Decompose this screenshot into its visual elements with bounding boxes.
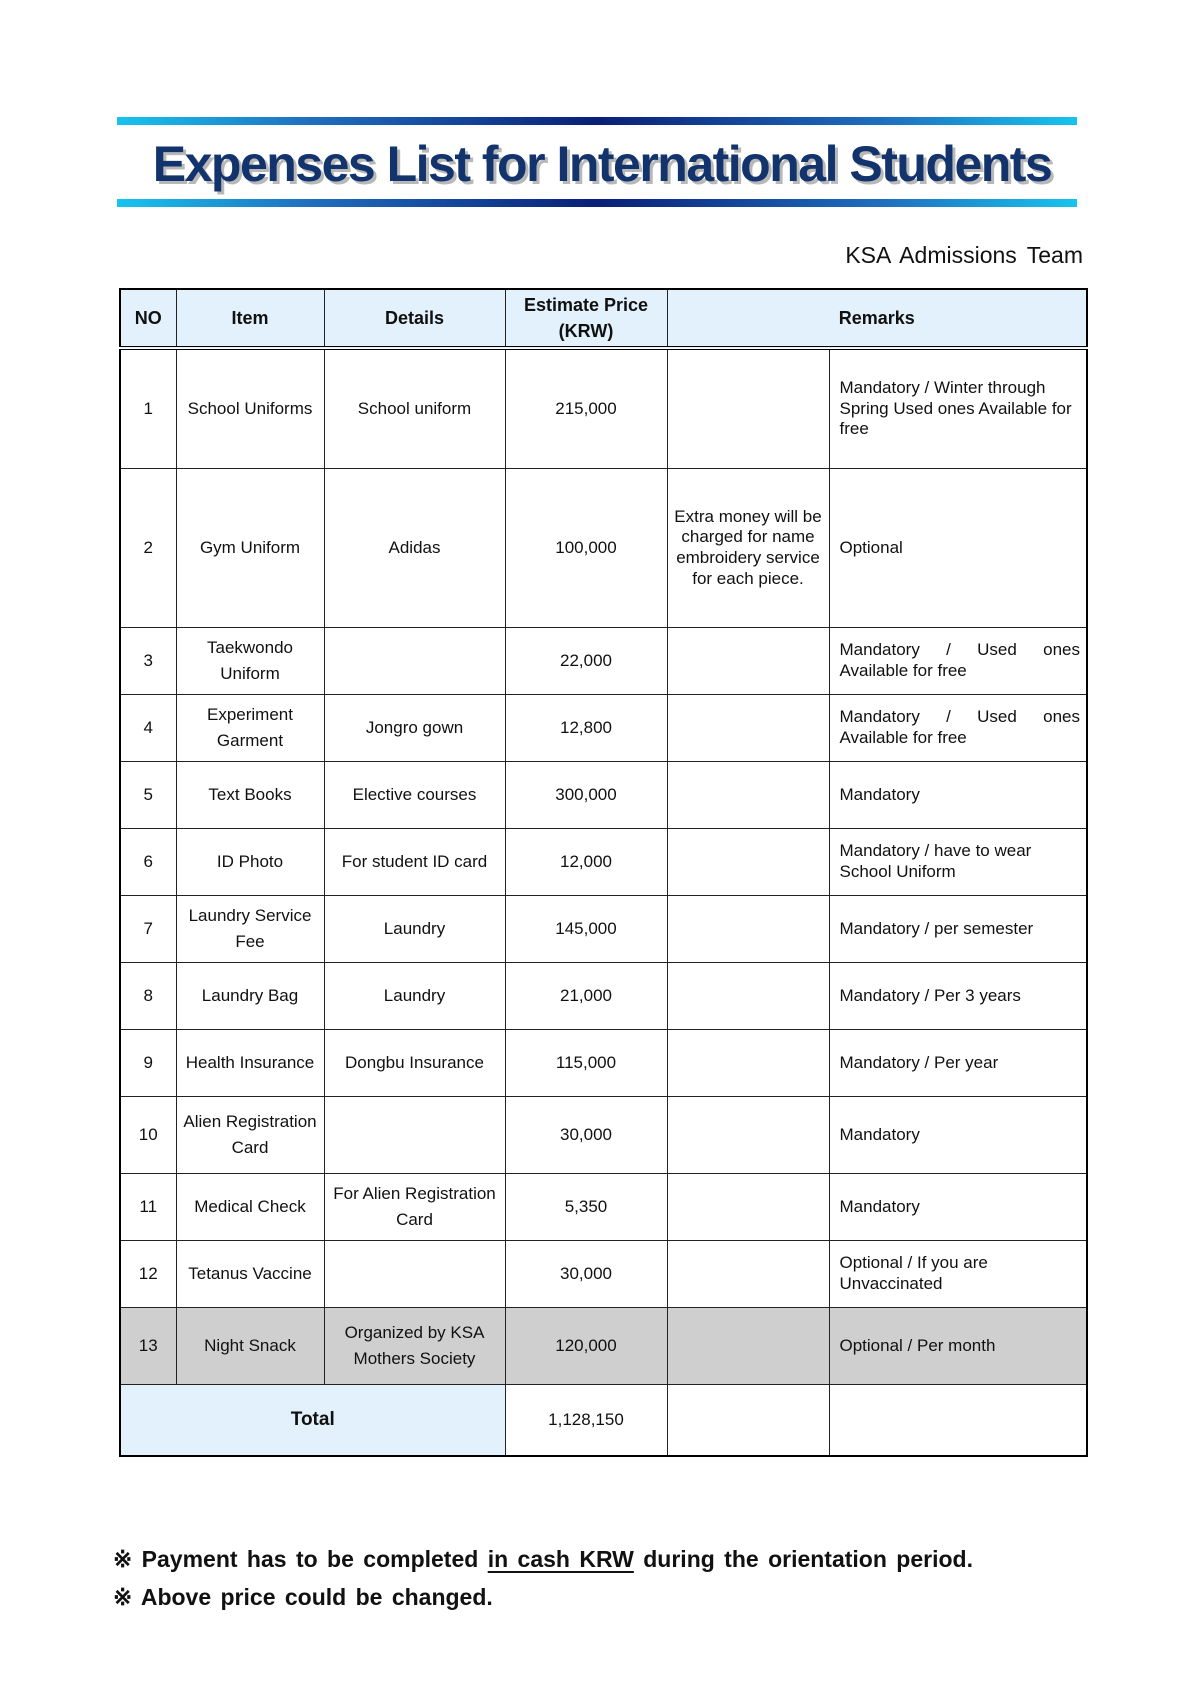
row-extra-note: [667, 1308, 829, 1385]
row-extra-note: [667, 1241, 829, 1308]
banner-top-stripe: [117, 117, 1077, 125]
row-remarks: Mandatory / Used ones Available for free: [829, 628, 1087, 695]
row-price: 5,350: [505, 1174, 667, 1241]
row-item: Night Snack: [176, 1308, 324, 1385]
row-details: [324, 1241, 505, 1308]
table-row: [120, 1174, 1087, 1241]
row-number: 2: [120, 469, 176, 628]
row-details: Dongbu Insurance: [324, 1030, 505, 1097]
row-number: 11: [120, 1174, 176, 1241]
row-price: 120,000: [505, 1308, 667, 1385]
footnote-payment-emphasis: in cash KRW: [487, 1546, 634, 1572]
row-price: 30,000: [505, 1097, 667, 1174]
footnotes: [113, 1540, 973, 1616]
table-row: [120, 762, 1087, 829]
row-details: For Alien Registration Card: [324, 1174, 505, 1241]
row-price: 30,000: [505, 1241, 667, 1308]
row-item: Laundry Service Fee: [176, 896, 324, 963]
row-details: Laundry: [324, 896, 505, 963]
row-remarks: Mandatory / have to wear School Uniform: [829, 829, 1087, 896]
row-number: 10: [120, 1097, 176, 1174]
row-extra-note: [667, 695, 829, 762]
total-row: [120, 1385, 1087, 1457]
row-item: Gym Uniform: [176, 469, 324, 628]
row-extra-note: Extra money will be charged for name embroidery service for each piece.: [667, 469, 829, 628]
issuing-team: KSA Admissions Team: [845, 242, 1083, 268]
row-remarks: Mandatory / Used ones Available for free: [829, 695, 1087, 762]
row-details: Adidas: [324, 469, 505, 628]
footnote-payment-text-2: during the orientation period.: [643, 1546, 973, 1572]
row-price: 115,000: [505, 1030, 667, 1097]
row-number: 8: [120, 963, 176, 1030]
row-extra-note: [667, 348, 829, 469]
row-remarks: Optional: [829, 469, 1087, 628]
reference-mark-icon: ※: [113, 1584, 133, 1610]
row-number: 3: [120, 628, 176, 695]
page-title: Expenses List for International Students: [152, 136, 1052, 192]
row-price: 22,000: [505, 628, 667, 695]
row-price: 12,800: [505, 695, 667, 762]
table-row: [120, 628, 1087, 695]
row-extra-note: [667, 1174, 829, 1241]
table-row: [120, 348, 1087, 469]
row-extra-note: [667, 762, 829, 829]
row-details: Jongro gown: [324, 695, 505, 762]
row-details: [324, 628, 505, 695]
row-item: Health Insurance: [176, 1030, 324, 1097]
row-details: [324, 1097, 505, 1174]
row-item: Medical Check: [176, 1174, 324, 1241]
total-value: 1,128,150: [505, 1385, 667, 1457]
row-item: ID Photo: [176, 829, 324, 896]
row-item: Tetanus Vaccine: [176, 1241, 324, 1308]
table-row: [120, 469, 1087, 628]
column-header-price: Estimate Price (KRW): [505, 289, 667, 348]
total-label: Total: [120, 1385, 505, 1457]
row-details: School uniform: [324, 348, 505, 469]
row-item: Experiment Garment: [176, 695, 324, 762]
row-extra-note: [667, 963, 829, 1030]
row-remarks: Mandatory: [829, 1097, 1087, 1174]
column-header-item: Item: [176, 289, 324, 348]
row-details: Organized by KSA Mothers Society: [324, 1308, 505, 1385]
row-remarks: Mandatory / per semester: [829, 896, 1087, 963]
footnote-payment-text-1: Payment has to be completed: [141, 1546, 479, 1572]
footnote-price-change: [113, 1578, 973, 1616]
total-extra-cell: [667, 1385, 829, 1457]
total-remarks-cell: [829, 1385, 1087, 1457]
row-price: 145,000: [505, 896, 667, 963]
expenses-table: [119, 288, 1088, 1457]
row-remarks: Mandatory / Winter through Spring Used ones Available for free: [829, 348, 1087, 469]
table-row: [120, 896, 1087, 963]
row-price: 100,000: [505, 469, 667, 628]
column-header-details: Details: [324, 289, 505, 348]
row-remarks: Optional / Per month: [829, 1308, 1087, 1385]
row-number: 1: [120, 348, 176, 469]
row-extra-note: [667, 628, 829, 695]
row-number: 5: [120, 762, 176, 829]
row-details: Laundry: [324, 963, 505, 1030]
banner-bottom-stripe: [117, 199, 1077, 207]
table-body: [120, 348, 1087, 1385]
column-header-no: NO: [120, 289, 176, 348]
row-number: 7: [120, 896, 176, 963]
column-header-remarks: Remarks: [667, 289, 1087, 348]
row-details: For student ID card: [324, 829, 505, 896]
table-row: [120, 1241, 1087, 1308]
table-row: [120, 963, 1087, 1030]
table-header-row: [120, 289, 1087, 348]
row-number: 4: [120, 695, 176, 762]
row-number: 13: [120, 1308, 176, 1385]
table-row: [120, 1030, 1087, 1097]
row-extra-note: [667, 829, 829, 896]
row-extra-note: [667, 1030, 829, 1097]
row-item: Text Books: [176, 762, 324, 829]
row-extra-note: [667, 1097, 829, 1174]
row-price: 300,000: [505, 762, 667, 829]
row-remarks: Mandatory / Per year: [829, 1030, 1087, 1097]
row-remarks: Optional / If you are Unvaccinated: [829, 1241, 1087, 1308]
title-banner: [117, 117, 1077, 209]
row-number: 12: [120, 1241, 176, 1308]
footnote-price-change-text: Above price could be changed.: [140, 1584, 493, 1610]
row-remarks: Mandatory: [829, 1174, 1087, 1241]
row-price: 215,000: [505, 348, 667, 469]
table-row: [120, 829, 1087, 896]
row-number: 9: [120, 1030, 176, 1097]
row-extra-note: [667, 896, 829, 963]
row-remarks: Mandatory / Per 3 years: [829, 963, 1087, 1030]
row-details: Elective courses: [324, 762, 505, 829]
row-item: Laundry Bag: [176, 963, 324, 1030]
row-remarks: Mandatory: [829, 762, 1087, 829]
footnote-payment: [113, 1540, 973, 1578]
row-number: 6: [120, 829, 176, 896]
row-item: Alien Registration Card: [176, 1097, 324, 1174]
row-price: 12,000: [505, 829, 667, 896]
table-row: [120, 695, 1087, 762]
row-item: School Uniforms: [176, 348, 324, 469]
reference-mark-icon: ※: [113, 1546, 133, 1572]
row-item: Taekwondo Uniform: [176, 628, 324, 695]
table-row: [120, 1097, 1087, 1174]
table-row: [120, 1308, 1087, 1385]
row-price: 21,000: [505, 963, 667, 1030]
